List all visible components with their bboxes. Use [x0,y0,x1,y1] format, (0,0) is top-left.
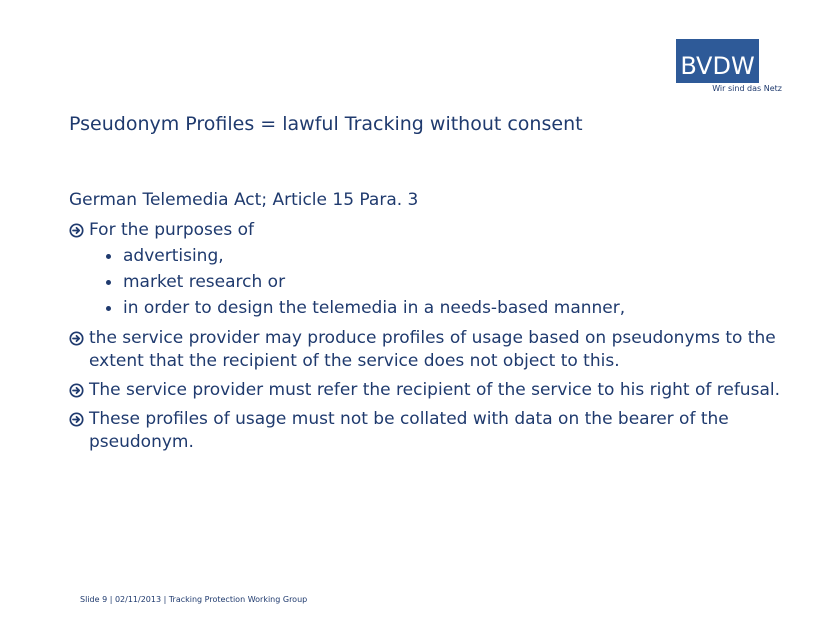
logo-tagline: Wir sind das Netz [712,84,782,93]
slide-title: Pseudonym Profiles = lawful Tracking without consent [69,113,583,135]
slide-footer: Slide 9 | 02/11/2013 | Tracking Protection Working Group [80,595,308,604]
sub-item-text: market research or [123,272,286,292]
arrow-right-circle-icon [69,412,84,427]
bullet-dot-icon [106,306,111,311]
logo-box [676,39,759,83]
bullet-dot-icon [106,280,111,285]
point-1 [69,219,809,321]
arrow-right-circle-icon [69,331,84,346]
point-3 [69,379,809,402]
arrow-right-circle-icon [69,383,84,398]
point-text: These profiles of usage must not be collated with data on the bearer of the pseudonym. [89,409,729,452]
sub-item [103,243,809,269]
slide-subhead: German Telemedia Act; Article 15 Para. 3 [69,190,419,210]
logo-wordmark: BVDW [680,52,755,80]
bullet-dot-icon [106,254,111,259]
sub-list [103,243,809,321]
point-text: the service provider may produce profiles of usage based on pseudonyms to the extent that the recipient of the service does not object to this. [89,328,776,371]
point-text: The service provider must refer the recipient of the service to his right of refusal. [89,380,780,400]
arrow-right-circle-icon [69,223,84,238]
sub-item-text: in order to design the telemedia in a needs-based manner, [123,298,626,318]
bvdw-logo [676,39,782,95]
point-4 [69,408,809,454]
point-2 [69,327,809,373]
slide-content [69,219,809,454]
sub-item [103,295,809,321]
sub-item [103,269,809,295]
sub-item-text: advertising, [123,246,224,266]
point-text: For the purposes of [89,220,254,240]
